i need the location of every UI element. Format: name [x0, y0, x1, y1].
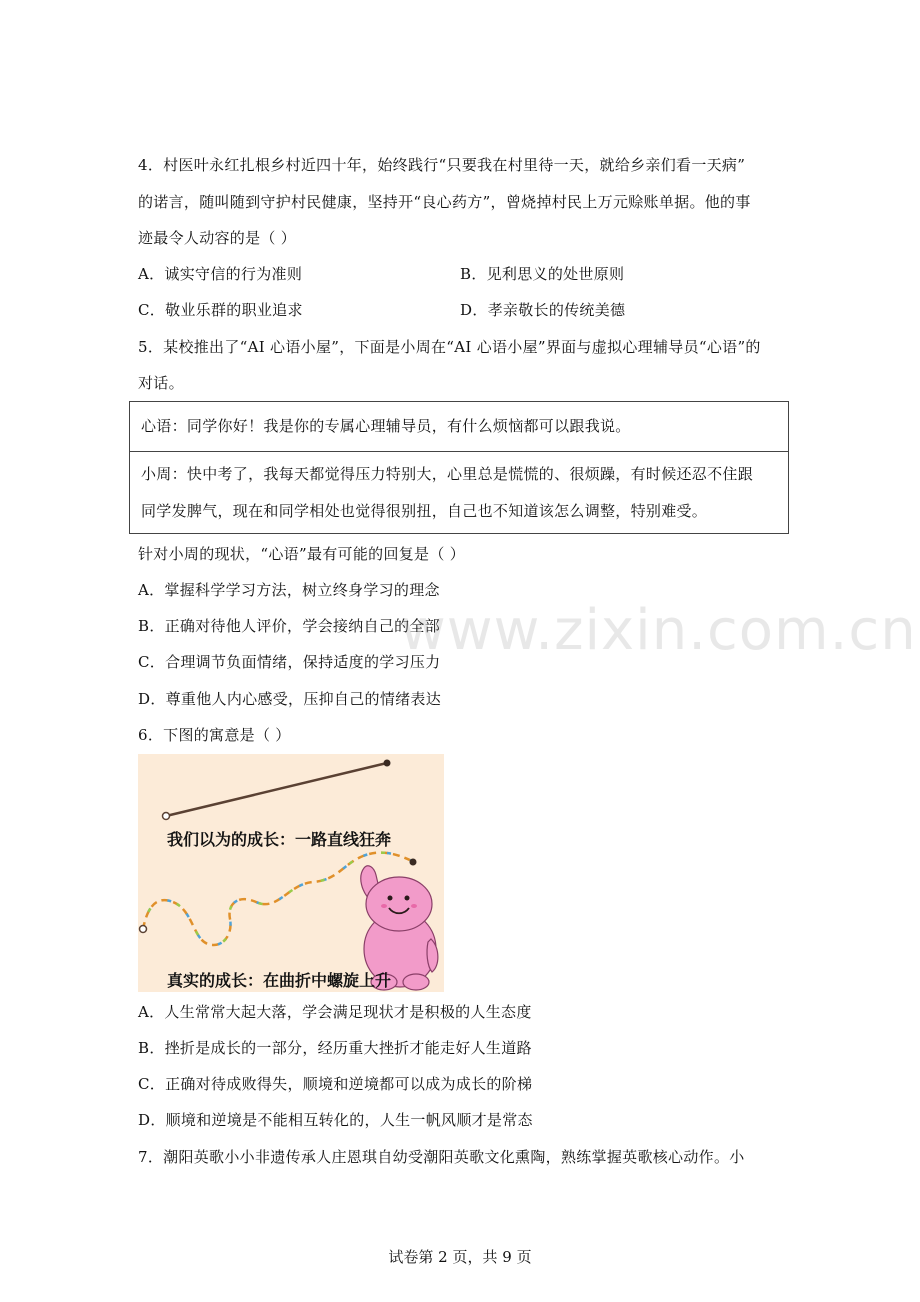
q6-question: 6．下图的寓意是（ ）: [138, 726, 291, 744]
q5-question: 针对小周的现状，“心语”最有可能的回复是（ ）: [138, 545, 466, 563]
q5-option-a: A．掌握科学学习方法，树立终身学习的理念: [138, 581, 440, 599]
dialog-xiaozhou-line-1: 小周：快中考了，我每天都觉得压力特别大，心里总是慌慌的、很烦躁，有时候还忍不住跟: [141, 465, 754, 483]
growth-illustration-drawing: [138, 754, 444, 992]
dialog-box: [129, 401, 789, 534]
straight-line-end-dot: [384, 760, 391, 767]
q4-option-b: B．见利思义的处世原则: [460, 265, 625, 283]
watermark: www.zixin.com.cn: [400, 598, 917, 663]
page-footer: 试卷第 2 页，共 9 页: [388, 1248, 532, 1266]
q6-option-a: A．人生常常大起大落，学会满足现状才是积极的人生态度: [138, 1003, 532, 1021]
q4-text-line-2: 的诺言，随叫随到守护村民健康，坚持开“良心药方”，曾烧掉村民上万元赊账单据。他的事: [138, 193, 751, 211]
dialog-divider: [130, 451, 788, 452]
q5-option-b: B．正确对待他人评价，学会接纳自己的全部: [138, 617, 441, 635]
q5-option-d: D．尊重他人内心感受，压抑自己的情绪表达: [138, 690, 442, 708]
q5-text-line-1: 5．某校推出了“AI 心语小屋”，下面是小周在“AI 心语小屋”界面与虚拟心理辅导员“心语”的: [138, 338, 761, 356]
q6-option-c: C．正确对待成败得失，顺境和逆境都可以成为成长的阶梯: [138, 1075, 533, 1093]
q5-option-c: C．合理调节负面情绪，保持适度的学习压力: [138, 653, 441, 671]
q4-option-c: C．敬业乐群的职业追求: [138, 301, 303, 319]
q4-option-d: D．孝亲敬长的传统美德: [460, 301, 626, 319]
q4-option-a: A．诚实守信的行为准则: [138, 265, 303, 283]
q5-text-line-2: 对话。: [138, 374, 184, 392]
figure-caption-top: 我们以为的成长：一路直线狂奔: [167, 830, 392, 849]
straight-growth-line: [166, 763, 387, 816]
q7-text-line-1: 7．潮阳英歌小小非遗传承人庄恩琪自幼受潮阳英歌文化熏陶，熟练掌握英歌核心动作。小: [138, 1148, 745, 1166]
figure-caption-bottom: 真实的成长：在曲折中螺旋上升: [167, 971, 392, 990]
q6-option-d: D．顺境和逆境是不能相互转化的，人生一帆风顺才是常态: [138, 1111, 533, 1129]
winding-path-start-dot: [140, 926, 147, 933]
straight-line-start-dot: [163, 813, 170, 820]
q6-option-b: B．挫折是成长的一部分，经历重大挫折才能走好人生道路: [138, 1039, 532, 1057]
winding-path-end-dot: [410, 859, 417, 866]
growth-illustration: [138, 754, 444, 992]
dialog-xiaozhou-line-2: 同学发脾气，现在和同学相处也觉得很别扭，自己也不知道该怎么调整，特别难受。: [141, 502, 708, 520]
dialog-xinyu: 心语：同学你好！我是你的专属心理辅导员，有什么烦恼都可以跟我说。: [141, 417, 631, 435]
q4-text-line-1: 4．村医叶永红扎根乡村近四十年，始终践行“只要我在村里待一天，就给乡亲们看一天病”: [138, 156, 746, 174]
q4-text-line-3: 迹最令人动容的是（ ）: [138, 229, 297, 247]
